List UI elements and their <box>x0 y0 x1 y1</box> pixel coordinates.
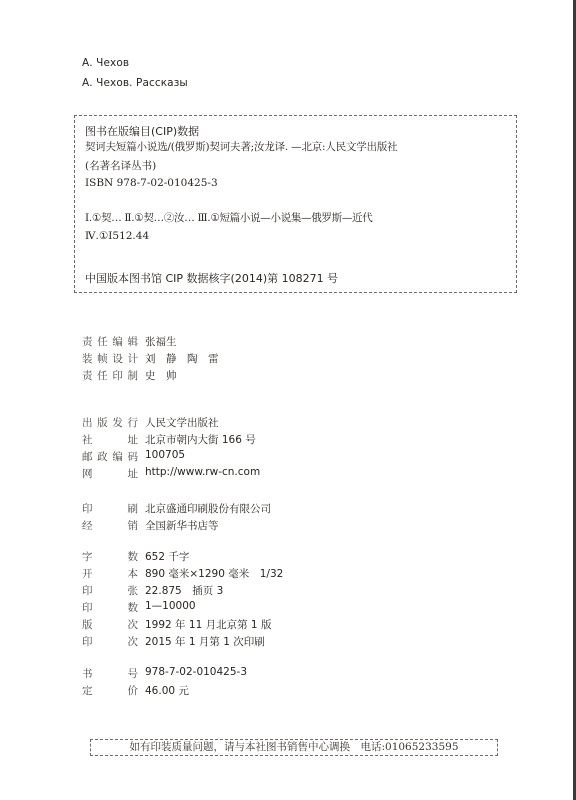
quality-notice: 如有印装质量问题，请与本社图书销售中心调换 电话:01065233595 <box>90 739 498 756</box>
address-value: 北京市朝内大街 166 号 <box>145 434 256 446</box>
original-title-1: А. Чехов <box>82 57 130 69</box>
postcode-label: 邮政编码 <box>82 451 138 463</box>
printer-label: 印刷 <box>82 503 138 515</box>
cip-series-line: (名著名译丛书) <box>85 160 157 172</box>
price-label: 定价 <box>82 685 138 697</box>
cip-subject-line: Ⅰ.①契… Ⅱ.①契…②汝… Ⅲ.①短篇小说—小说集—俄罗斯—近代 <box>85 212 373 224</box>
spec-value: 22.875 插页 3 <box>145 585 224 597</box>
cip-class-line: Ⅳ.①I512.44 <box>85 230 150 242</box>
printer-value: 北京盛通印刷股份有限公司 <box>145 503 271 515</box>
spec-label: 字数 <box>82 551 138 563</box>
cip-heading: 图书在版编目(CIP)数据 <box>85 125 200 138</box>
credit-label: 责任编辑 <box>82 336 138 348</box>
distributor-label: 经销 <box>82 520 138 532</box>
isbn-label: 书号 <box>82 668 138 680</box>
postcode-value: 100705 <box>145 449 186 461</box>
website-value: http://www.rw-cn.com <box>145 466 261 478</box>
isbn-value: 978-7-02-010425-3 <box>145 666 248 678</box>
spec-label: 印次 <box>82 636 138 648</box>
credit-label: 装帧设计 <box>82 353 138 365</box>
distributor-value: 全国新华书店等 <box>145 520 219 532</box>
credit-label: 责任印制 <box>82 370 138 382</box>
spec-label: 版次 <box>82 619 138 631</box>
spec-value: 890 毫米×1290 毫米 1/32 <box>145 568 284 580</box>
publisher-value: 人民文学出版社 <box>145 417 219 429</box>
cip-title-line: 契诃夫短篇小说选/(俄罗斯)契诃夫著;汝龙译. —北京:人民文学出版社 <box>85 141 398 153</box>
spec-value: 2015 年 1 月第 1 次印刷 <box>145 636 265 648</box>
cip-record-number: 中国版本图书馆 CIP 数据核字(2014)第 108271 号 <box>85 272 339 285</box>
publisher-label: 出版发行 <box>82 417 138 429</box>
spec-label: 开本 <box>82 568 138 580</box>
address-label: 社址 <box>82 434 138 446</box>
spec-value: 652 千字 <box>145 551 190 563</box>
credit-value: 刘 静 陶 雷 <box>145 353 219 365</box>
spec-value: 1—10000 <box>145 600 196 612</box>
cip-data-box <box>74 115 517 293</box>
cip-isbn-line: ISBN 978-7-02-010425-3 <box>85 177 218 189</box>
original-title-2: А. Чехов. Рассказы <box>82 77 188 89</box>
spec-value: 1992 年 11 月北京第 1 版 <box>145 619 272 631</box>
website-label: 网址 <box>82 468 138 480</box>
credit-value: 史 帅 <box>145 370 177 382</box>
credit-value: 张福生 <box>145 336 177 348</box>
spec-label: 印数 <box>82 602 138 614</box>
spec-label: 印张 <box>82 585 138 597</box>
price-value: 46.00 元 <box>145 685 189 697</box>
